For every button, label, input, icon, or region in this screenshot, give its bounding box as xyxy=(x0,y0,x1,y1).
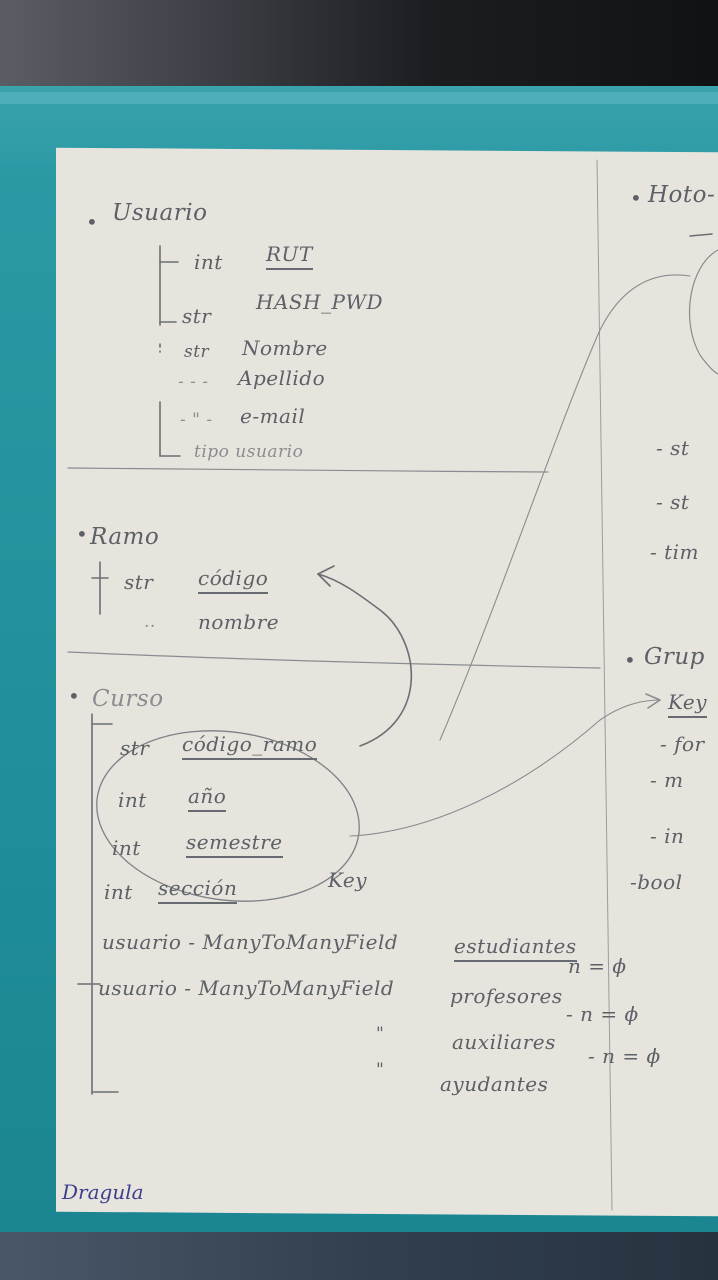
curso-relation-role: estudiantes xyxy=(454,934,577,962)
usuario-field-name: HASH_PWD xyxy=(256,290,384,314)
ramo-title: Ramo xyxy=(90,524,160,550)
ditto-mark: - - - xyxy=(178,372,209,392)
usuario-field-name: tipo usuario xyxy=(194,442,304,462)
ditto-mark: .. xyxy=(144,612,156,632)
curso-relation-count: - n = ϕ xyxy=(566,1002,639,1026)
bullet-usuario: • xyxy=(86,210,99,234)
signature: Dragula xyxy=(62,1180,144,1204)
right-top-title: Hoto- xyxy=(648,182,716,208)
curso-relation: usuario - ManyToManyField xyxy=(98,976,395,1000)
curso-relation: " xyxy=(376,1024,385,1044)
curso-field-name: semestre xyxy=(186,830,283,858)
right-bottom-title: Grup xyxy=(644,644,705,670)
curso-key-label: Key xyxy=(328,868,368,892)
usuario-field-name: Nombre xyxy=(242,336,328,360)
usuario-title: Usuario xyxy=(112,200,208,226)
usuario-field-name: RUT xyxy=(266,242,313,270)
curso-relation-role: profesores xyxy=(450,984,563,1008)
curso-relation-count: - n = ϕ xyxy=(588,1044,661,1068)
ramo-field-name: código xyxy=(198,566,268,594)
bullet-curso: • xyxy=(68,684,81,708)
usuario-field-name: Apellido xyxy=(238,366,326,390)
usuario-field-name: e-mail xyxy=(240,404,306,428)
right-top-field: - st xyxy=(656,490,690,514)
right-bottom-field: - m xyxy=(650,768,684,792)
right-bottom-field: - in xyxy=(650,824,685,848)
curso-relation-role: auxiliares xyxy=(452,1030,556,1054)
curso-field-type: int xyxy=(112,836,141,860)
usuario-field-type: str xyxy=(184,342,210,362)
curso-relation: " xyxy=(376,1060,385,1080)
bullet-ramo: • xyxy=(76,522,89,546)
curso-field-type: str xyxy=(120,736,150,760)
bullet-right-top: • xyxy=(630,186,643,210)
ramo-field-type: str xyxy=(124,570,154,594)
curso-title: Curso xyxy=(92,686,164,712)
curso-relation: usuario - ManyToManyField xyxy=(102,930,399,954)
ramo-field-name: nombre xyxy=(198,610,280,634)
curso-field-name: código_ramo xyxy=(182,732,317,760)
curso-field-name: sección xyxy=(158,876,237,904)
ditto-mark: - " - xyxy=(180,410,213,430)
usuario-field-type: int xyxy=(194,250,223,274)
bullet-right-bottom: • xyxy=(624,648,637,672)
curso-relation-role: ayudantes xyxy=(440,1072,549,1096)
right-top-field: - tim xyxy=(650,540,700,564)
right-top-field: - st xyxy=(656,436,690,460)
curso-field-type: int xyxy=(104,880,133,904)
right-bottom-field: - for xyxy=(660,732,705,756)
usuario-field-type: str xyxy=(182,304,212,328)
right-bottom-field: -bool xyxy=(630,870,683,894)
curso-field-name: año xyxy=(188,784,226,812)
right-bottom-field: Key xyxy=(668,690,707,718)
curso-relation-count: n = ϕ xyxy=(568,954,627,978)
curso-field-type: int xyxy=(118,788,147,812)
